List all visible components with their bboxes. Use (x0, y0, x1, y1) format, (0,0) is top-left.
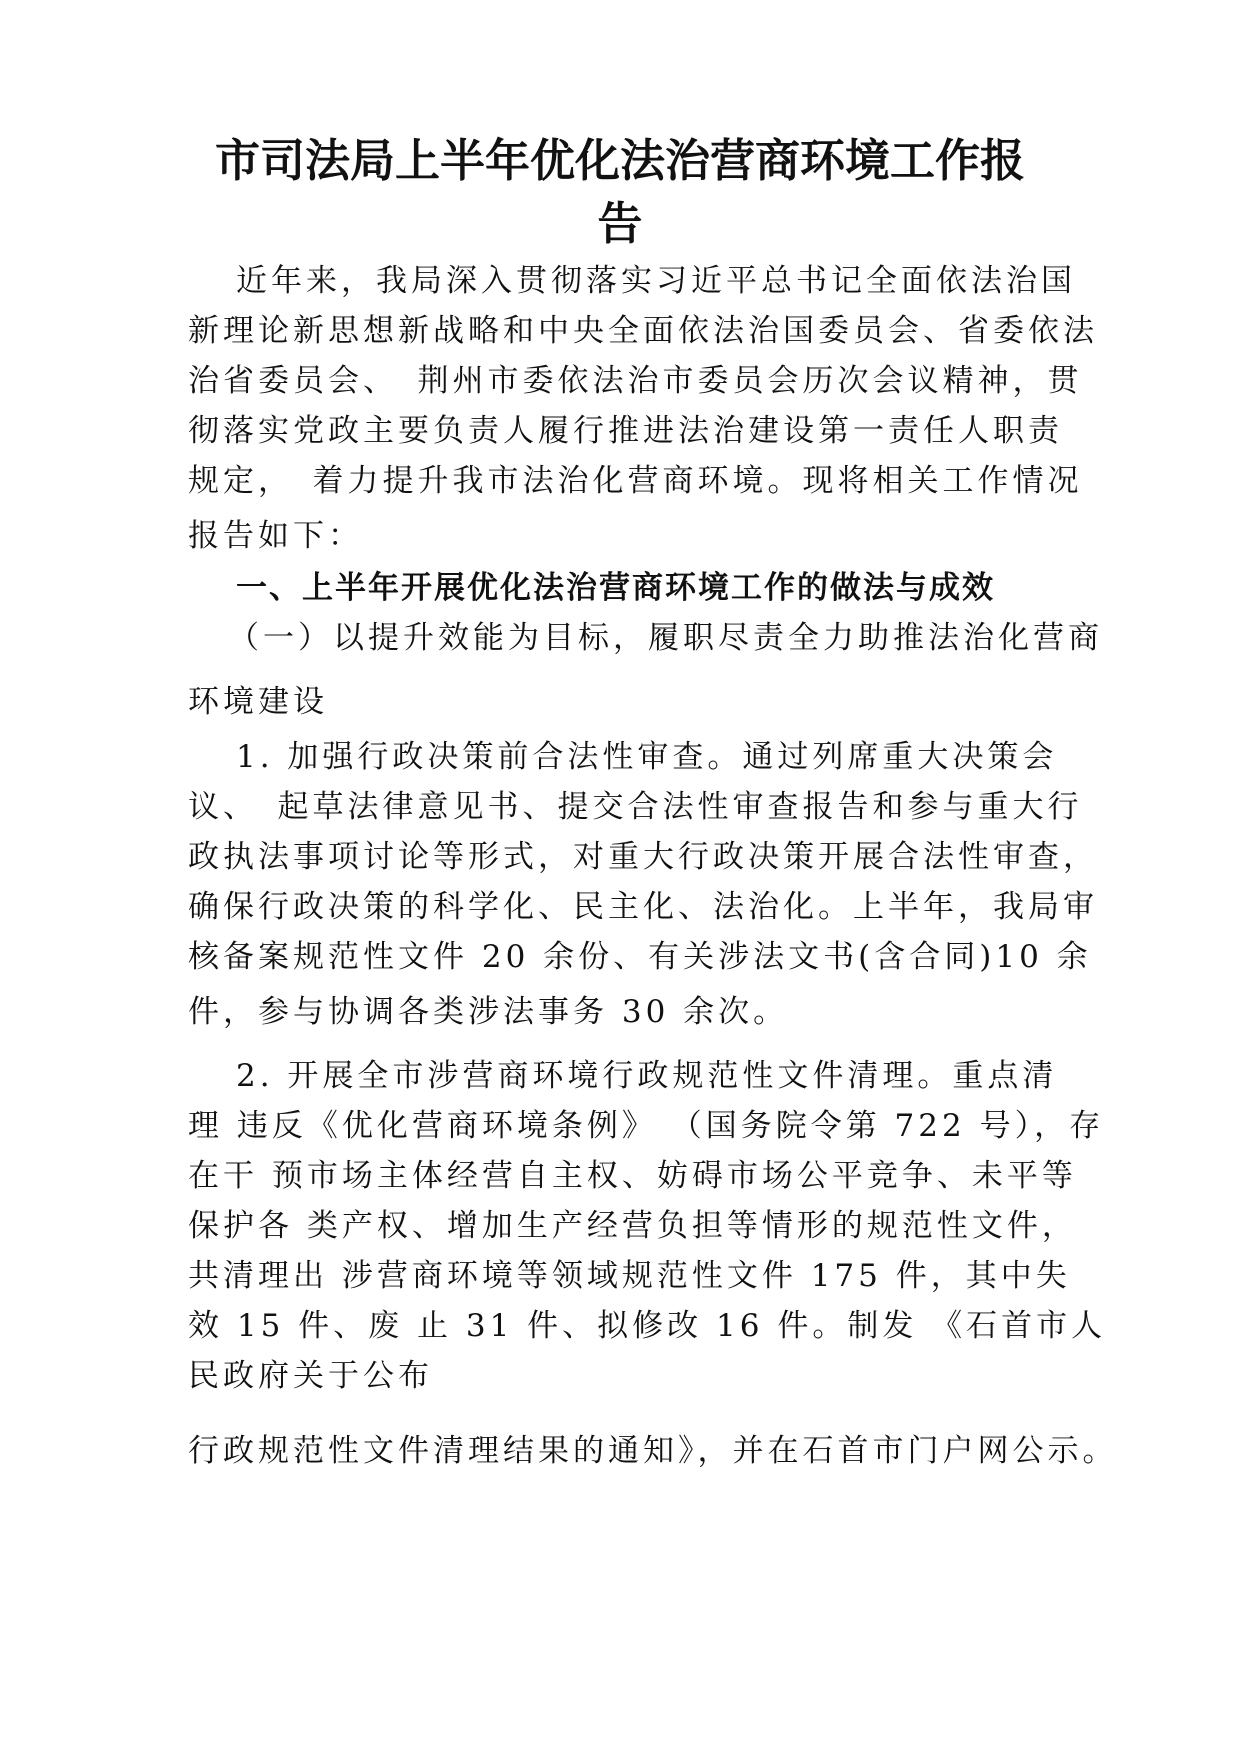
body-text-line: 2. 开展全市涉营商环境行政规范性文件清理。重点清 (236, 1058, 1058, 1094)
body-text-line: 行政规范性文件清理结果的通知》，并在石首市门户网公示。 (188, 1433, 1118, 1469)
section-heading: 一、上半年开展优化法治营商环境工作的做法与成效 (236, 570, 995, 606)
body-text-line: 共清理出 涉营商环境等领域规范性文件 175 件，其中失 (188, 1258, 1071, 1294)
subsection-heading: 环境建设 (188, 684, 328, 720)
body-text-line: 新理论新思想新战略和中央全面依法治国委员会、省委依法 (188, 313, 1098, 349)
body-text-line: 效 15 件、废 止 31 件、拟修改 16 件。制发 《石首市人 (188, 1308, 1107, 1344)
body-text-line: 在干 预市场主体经营自主权、妨碍市场公平竞争、未平等 (188, 1158, 1077, 1194)
body-text-line: 报告如下： (188, 518, 363, 554)
subsection-heading: （一）以提升效能为目标，履职尽责全力助推法治化营商 (228, 620, 1103, 656)
body-text-line: 民政府关于公布 (188, 1358, 433, 1394)
body-text-line: 彻落实党政主要负责人履行推进法治建设第一责任人职责 (188, 413, 1063, 449)
body-text-line: 件，参与协调各类涉法事务 30 余次。 (188, 994, 789, 1030)
body-text-line: 核备案规范性文件 20 余份、有关涉法文书(含合同)10 余 (188, 939, 1092, 975)
body-text-line: 确保行政决策的科学化、民主化、法治化。上半年，我局审 (188, 889, 1098, 925)
body-text-line: 议、 起草法律意见书、提交合法性审查报告和参与重大行 (188, 789, 1083, 825)
body-text-line: 1. 加强行政决策前合法性审查。通过列席重大决策会 (236, 739, 1058, 775)
body-text-line: 治省委员会、 荆州市委依法治市委员会历次会议精神，贯 (188, 363, 1083, 399)
document-title-line-1: 市司法局上半年优化法治营商环境工作报 (214, 134, 1025, 187)
body-text-line: 政执法事项讨论等形式，对重大行政决策开展合法性审查， (188, 839, 1098, 875)
document-title-line-2: 告 (597, 197, 643, 250)
body-text-line: 规定， 着力提升我市法治化营商环境。现将相关工作情况 (188, 463, 1083, 499)
body-text-line: 保护各 类产权、增加生产经营负担等情形的规范性文件， (188, 1208, 1077, 1244)
body-text-line: 近年来，我局深入贯彻落实习近平总书记全面依法治国 (236, 263, 1076, 299)
body-text-line: 理 违反《优化营商环境条例》 （国务院令第 722 号），存 (188, 1108, 1105, 1144)
